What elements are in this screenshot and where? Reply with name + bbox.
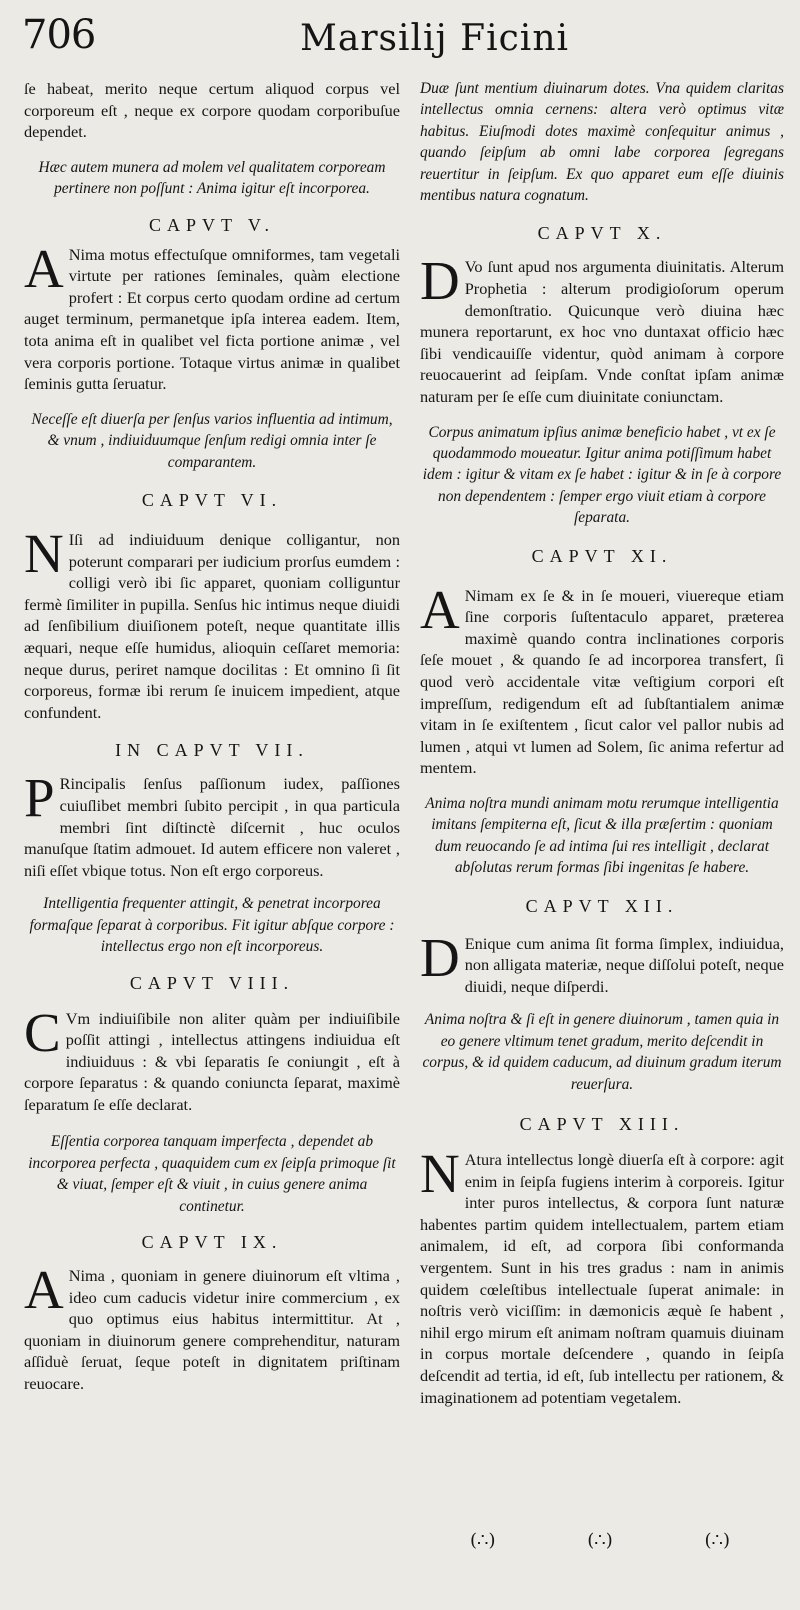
italic-summary: Neceſſe eſt diuerſa per ſenſus varios influentia ad intimum, & vnum , indiuiduumque ſenſum redigi omnia inter ſe comparantem. (31, 410, 393, 471)
paragraph-text: Rincipalis ſenſus paſſionum iudex, paſſiones cuiuſlibet membri ſubito percipit , in qua particula membri ſint diſtinctè diſcernit , huc oculos manuſque ſtatim admouet. Id autem efficere non valeret , niſi eſſet vbique totus. Non eſt ergo corporeus. (24, 774, 400, 880)
chapter-heading: CAPVT VI. (141, 489, 283, 510)
paragraph-text: Enique cum anima ſit forma ſimplex, indiuidua, non alligata materiæ, neque diſſolui poteſt, neque diuidi, neque diſperdi. (464, 933, 784, 996)
paragraph-text: Vo ſunt apud nos argumenta diuinitatis. Alterum Prophetia : alterum prodigioſorum operum demonſtratio. Quicunque verò diuina hæc munera reportarunt, ex hoc vno duntaxat officio hæc ſibi vendicauiſſe videntur, quòd animam à corpore reuocauerint ad ſeipſam. Vnde conſtat ipſam animæ naturam per ſe eſſe cum diuinitate coniunctam. (420, 257, 784, 406)
paragraph: ſe habeat, merito neque certum aliquod corpus vel corporeum eſt , neque ex corpore quodam corporibuſue dependet. (24, 79, 400, 142)
italic-summary: Duæ ſunt mentium diuinarum dotes. Vna quidem claritas intellectus omnia cernens: altera verò optimus vitæ habitus. Eiuſmodi dotes maximè conſequitur animus , quando ſeipſum ab omni labe corporea ſegregans reuertitur in ſeipſum. Ex quo apparet eum eſſe diuinis mentibus natura cognatum. (420, 80, 784, 205)
ornament-icon: (∴) (587, 1530, 613, 1551)
chapter-heading: CAPVT X. (537, 223, 667, 244)
paragraph-text: Atura intellectus longè diuerſa eſt à corpore: agit enim in ſeipſa fugiens interim à corporeis. Igitur inter puros intellectus, & corpora ſunt naturæ habentes partim quidem intellectualem, partem etiam animalem, id eſt, ad corpora ſibi conformanda vergentem. Sunt in his tres gradus : nam in animis quidem cœleſtibus intellectuale ſuperat animale: in noſtris verò viciſſim: in dæmonicis æquè ſe habent , nihil ergo mirum eſt animam noſtram quamuis diuinam in corpus mortale deſcendere , quando in ſeipſa deſcendit ad tertia, id eſt, ſub intellectu per rationem, & imaginationem ad potentiam vegetalem. (420, 1150, 784, 1407)
drop-cap: D (420, 926, 460, 988)
paragraph-text: Nima motus effectuſque omniformes, tam vegetali virtute per rationes ſeminales, quàm electione profert : Et corpus certo quodam ordine ad certum auget terminum, permanetque ipſa interea eadem. Item, tota anima eſt in qualibet vel ficta portione animæ , vel vera corporis portione. Totaque virtus animæ in qualibet ſeminis gutta ſeruatur. (24, 244, 400, 394)
chapter-heading: CAPVT V. (148, 214, 276, 235)
chapter-heading: CAPVT VIII. (129, 972, 295, 993)
drop-cap: C (24, 1001, 61, 1063)
chapter-heading: CAPVT XI. (531, 545, 673, 566)
paragraph (24, 767, 400, 881)
paragraph (420, 250, 784, 407)
drop-cap: D (420, 250, 460, 312)
italic-summary: Anima noſtra & ſi eſt in genere diuinorum , tamen quia in eo genere vltimum tenet gradum, merito deſcendit in corpus, & id quidem caducum, ad diuinum gradum iterum reuerſura. (422, 1011, 782, 1093)
italic-summary: Anima noſtra mundi animam motu rerumque intelligentia imitans ſempiterna eſt, ſicut & illa præſertim : quoniam dum reuocando ſe ad intima ſui res intelligit , declarat abſolutas rerum formas ſibi ingenitas ſe habere. (425, 794, 779, 877)
italic-summary: Corpus animatum ipſius animæ beneficio habet , vt ex ſe quodammodo moueatur. Igitur anima potiſſimum habet idem : igitur & vitam ex ſe habet : igitur & in ſe à corpore non dependentem : ſemper ergo viuit etiam à corpore ſeparata. (422, 423, 782, 527)
paragraph (420, 1143, 784, 1408)
paragraph-text: Iſi ad indiuiduum denique colligantur, non poterunt comparari per iudicium prorſus eumdem : colligi verò ibi ſic apparet, quoniam colliguntur fermè ſimiliter in pupilla. Senſus hic intimus neque diuidi ad ſenſibilium diuiſionem poteſt, neque quantitate illis æquari, neque eſſe humidus, alioquin ceſſaret memoria: neque durus, periret namque docilitas : Et omnino ſi ſit corporeus, formæ ibi rerum ſe inuicem impedient, atque confundent. (24, 529, 400, 722)
left-column (24, 78, 400, 1395)
chapter-heading: IN CAPVT VII. (115, 740, 309, 761)
chapter-heading: CAPVT XII. (525, 895, 679, 916)
drop-cap: A (24, 1259, 64, 1321)
paragraph-text: Nimam ex ſe & in ſe moueri, viuereque etiam ſine corporis ſuſtentaculo apparet, præterea maximè quando contra inclinationes corporis ſeſe mouet , & quando ſe ad incorporea transfert, ſi quod verò accidentale vitæ veſtigium corpori eſt impreſſum, redigendum eſt ad ſubſtantialem animæ vitam in ſe exiſtentem , ſicut calor vel pallor nubis ad lumen , atqui vt lumen ad Solem, ſic anima refertur ad mentem. (420, 585, 784, 778)
paragraph (420, 578, 784, 779)
italic-summary: Hæc autem munera ad molem vel qualitatem corpoream pertinere non poſſunt : Anima igitur eſt incorporea. (38, 158, 386, 198)
paragraph (24, 237, 400, 395)
paragraph-text: Vm indiuiſibile non aliter quàm per indiuiſibile poſſit attingi , intellectus attingens indiuidua eſt indiuiduus : & vbi ſeparatis ſe coniungit , eſt à corpore ſeparatus : & quando coniuncta ſeparat, maximè ſeparatum ſe eſſe declarat. (24, 1008, 400, 1114)
page-number: 706 (22, 12, 96, 58)
paragraph (24, 522, 400, 723)
paragraph-text: Nima , quoniam in genere diuinorum eſt vltima , ideo cum caducis videtur inire commercium , ex quo optimus eius habitus intermittitur. At , quoniam in diuinorum genere comprehenditur, naturam aſſiduè ſeruat, ſeque poteſt in dignitatem priſtinam reuocare. (24, 1266, 400, 1394)
paragraph (420, 926, 784, 998)
ornament-icon: (∴) (704, 1530, 730, 1551)
ornament-row (470, 1530, 730, 1551)
ornament-icon: (∴) (470, 1530, 496, 1551)
drop-cap: A (420, 578, 460, 640)
italic-summary: Intelligentia frequenter attingit, & penetrat incorporea formaſque ſeparat à corporibus. Fit igitur abſque corpore : intellectus ergo non eſt incorporeus. (29, 895, 395, 956)
drop-cap: N (420, 1143, 460, 1204)
drop-cap: A (24, 237, 64, 299)
running-head: Marsilij Ficini (300, 18, 570, 59)
chapter-heading: CAPVT XIII. (519, 1114, 685, 1134)
chapter-heading: CAPVT IX. (141, 1232, 283, 1253)
drop-cap: P (24, 767, 55, 829)
italic-summary: Eſſentia corporea tanquam imperfecta , dependet ab incorporea perfecta , quaquidem cum ex ſeipſa primoque ſit & viuat, ſemper eſt & viuit , in cuius genere anima continetur. (28, 1133, 396, 1215)
drop-cap: N (24, 522, 64, 584)
right-column (420, 78, 784, 1408)
paragraph (24, 1001, 400, 1116)
paragraph (24, 1259, 400, 1395)
